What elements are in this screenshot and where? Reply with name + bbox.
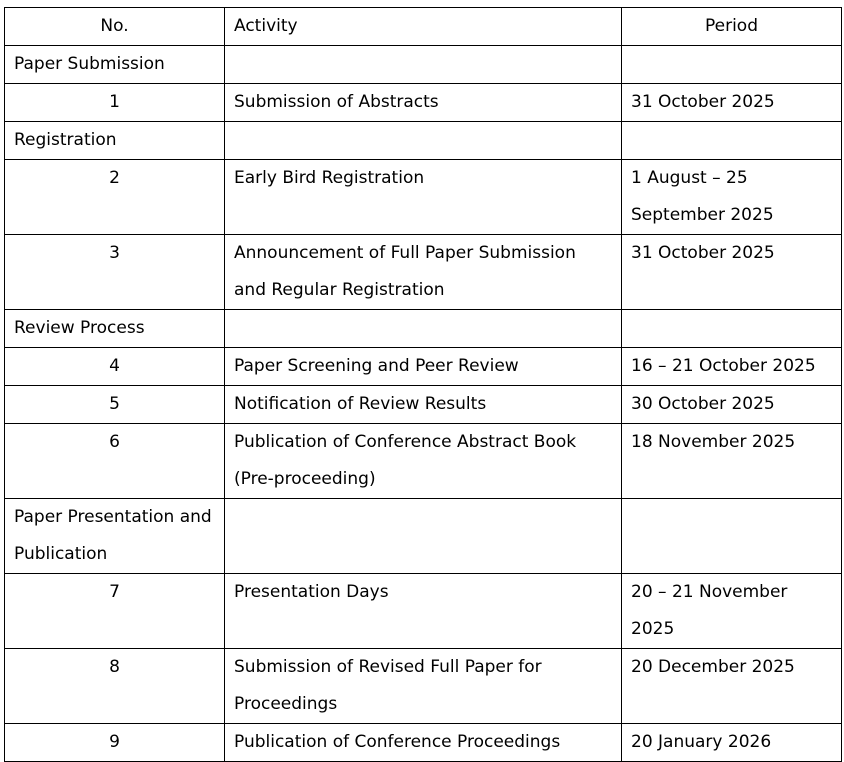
header-period: Period (622, 8, 842, 46)
section-row (5, 122, 842, 160)
table-row (5, 574, 842, 649)
section-title: Paper Presentation and Publication (5, 499, 225, 574)
activity-cell: Submission of Revised Full Paper for Proceedings (225, 649, 622, 724)
activity-cell: Presentation Days (225, 574, 622, 649)
period-cell: 31 October 2025 (622, 235, 842, 310)
row-number: 5 (5, 386, 225, 424)
period-cell: 16 – 21 October 2025 (622, 348, 842, 386)
table-row (5, 235, 842, 310)
row-number: 6 (5, 424, 225, 499)
row-number: 8 (5, 649, 225, 724)
empty-cell (225, 46, 622, 84)
period-cell: 20 – 21 November 2025 (622, 574, 842, 649)
section-row (5, 499, 842, 574)
table-row (5, 160, 842, 235)
empty-cell (622, 46, 842, 84)
period-cell: 18 November 2025 (622, 424, 842, 499)
row-number: 9 (5, 724, 225, 762)
row-number: 3 (5, 235, 225, 310)
section-title: Paper Submission (5, 46, 225, 84)
table-row (5, 424, 842, 499)
header-no: No. (5, 8, 225, 46)
activity-cell: Publication of Conference Proceedings (225, 724, 622, 762)
activity-cell: Paper Screening and Peer Review (225, 348, 622, 386)
table-row (5, 649, 842, 724)
section-row (5, 310, 842, 348)
activity-cell: Notification of Review Results (225, 386, 622, 424)
empty-cell (225, 310, 622, 348)
period-cell: 31 October 2025 (622, 84, 842, 122)
row-number: 1 (5, 84, 225, 122)
activity-cell: Early Bird Registration (225, 160, 622, 235)
empty-cell (622, 310, 842, 348)
period-cell: 20 December 2025 (622, 649, 842, 724)
activity-cell: Publication of Conference Abstract Book (Pre-proceeding) (225, 424, 622, 499)
row-number: 2 (5, 160, 225, 235)
empty-cell (622, 122, 842, 160)
table-row (5, 348, 842, 386)
row-number: 4 (5, 348, 225, 386)
empty-cell (225, 122, 622, 160)
section-row (5, 46, 842, 84)
table-row (5, 724, 842, 762)
empty-cell (622, 499, 842, 574)
activity-cell: Submission of Abstracts (225, 84, 622, 122)
empty-cell (225, 499, 622, 574)
activity-cell: Announcement of Full Paper Submission and Regular Registration (225, 235, 622, 310)
header-row (5, 8, 842, 46)
table-row (5, 386, 842, 424)
period-cell: 1 August – 25 September 2025 (622, 160, 842, 235)
section-title: Review Process (5, 310, 225, 348)
period-cell: 20 January 2026 (622, 724, 842, 762)
row-number: 7 (5, 574, 225, 649)
period-cell: 30 October 2025 (622, 386, 842, 424)
table-row (5, 84, 842, 122)
header-activity: Activity (225, 8, 622, 46)
schedule-table (4, 7, 842, 762)
section-title: Registration (5, 122, 225, 160)
